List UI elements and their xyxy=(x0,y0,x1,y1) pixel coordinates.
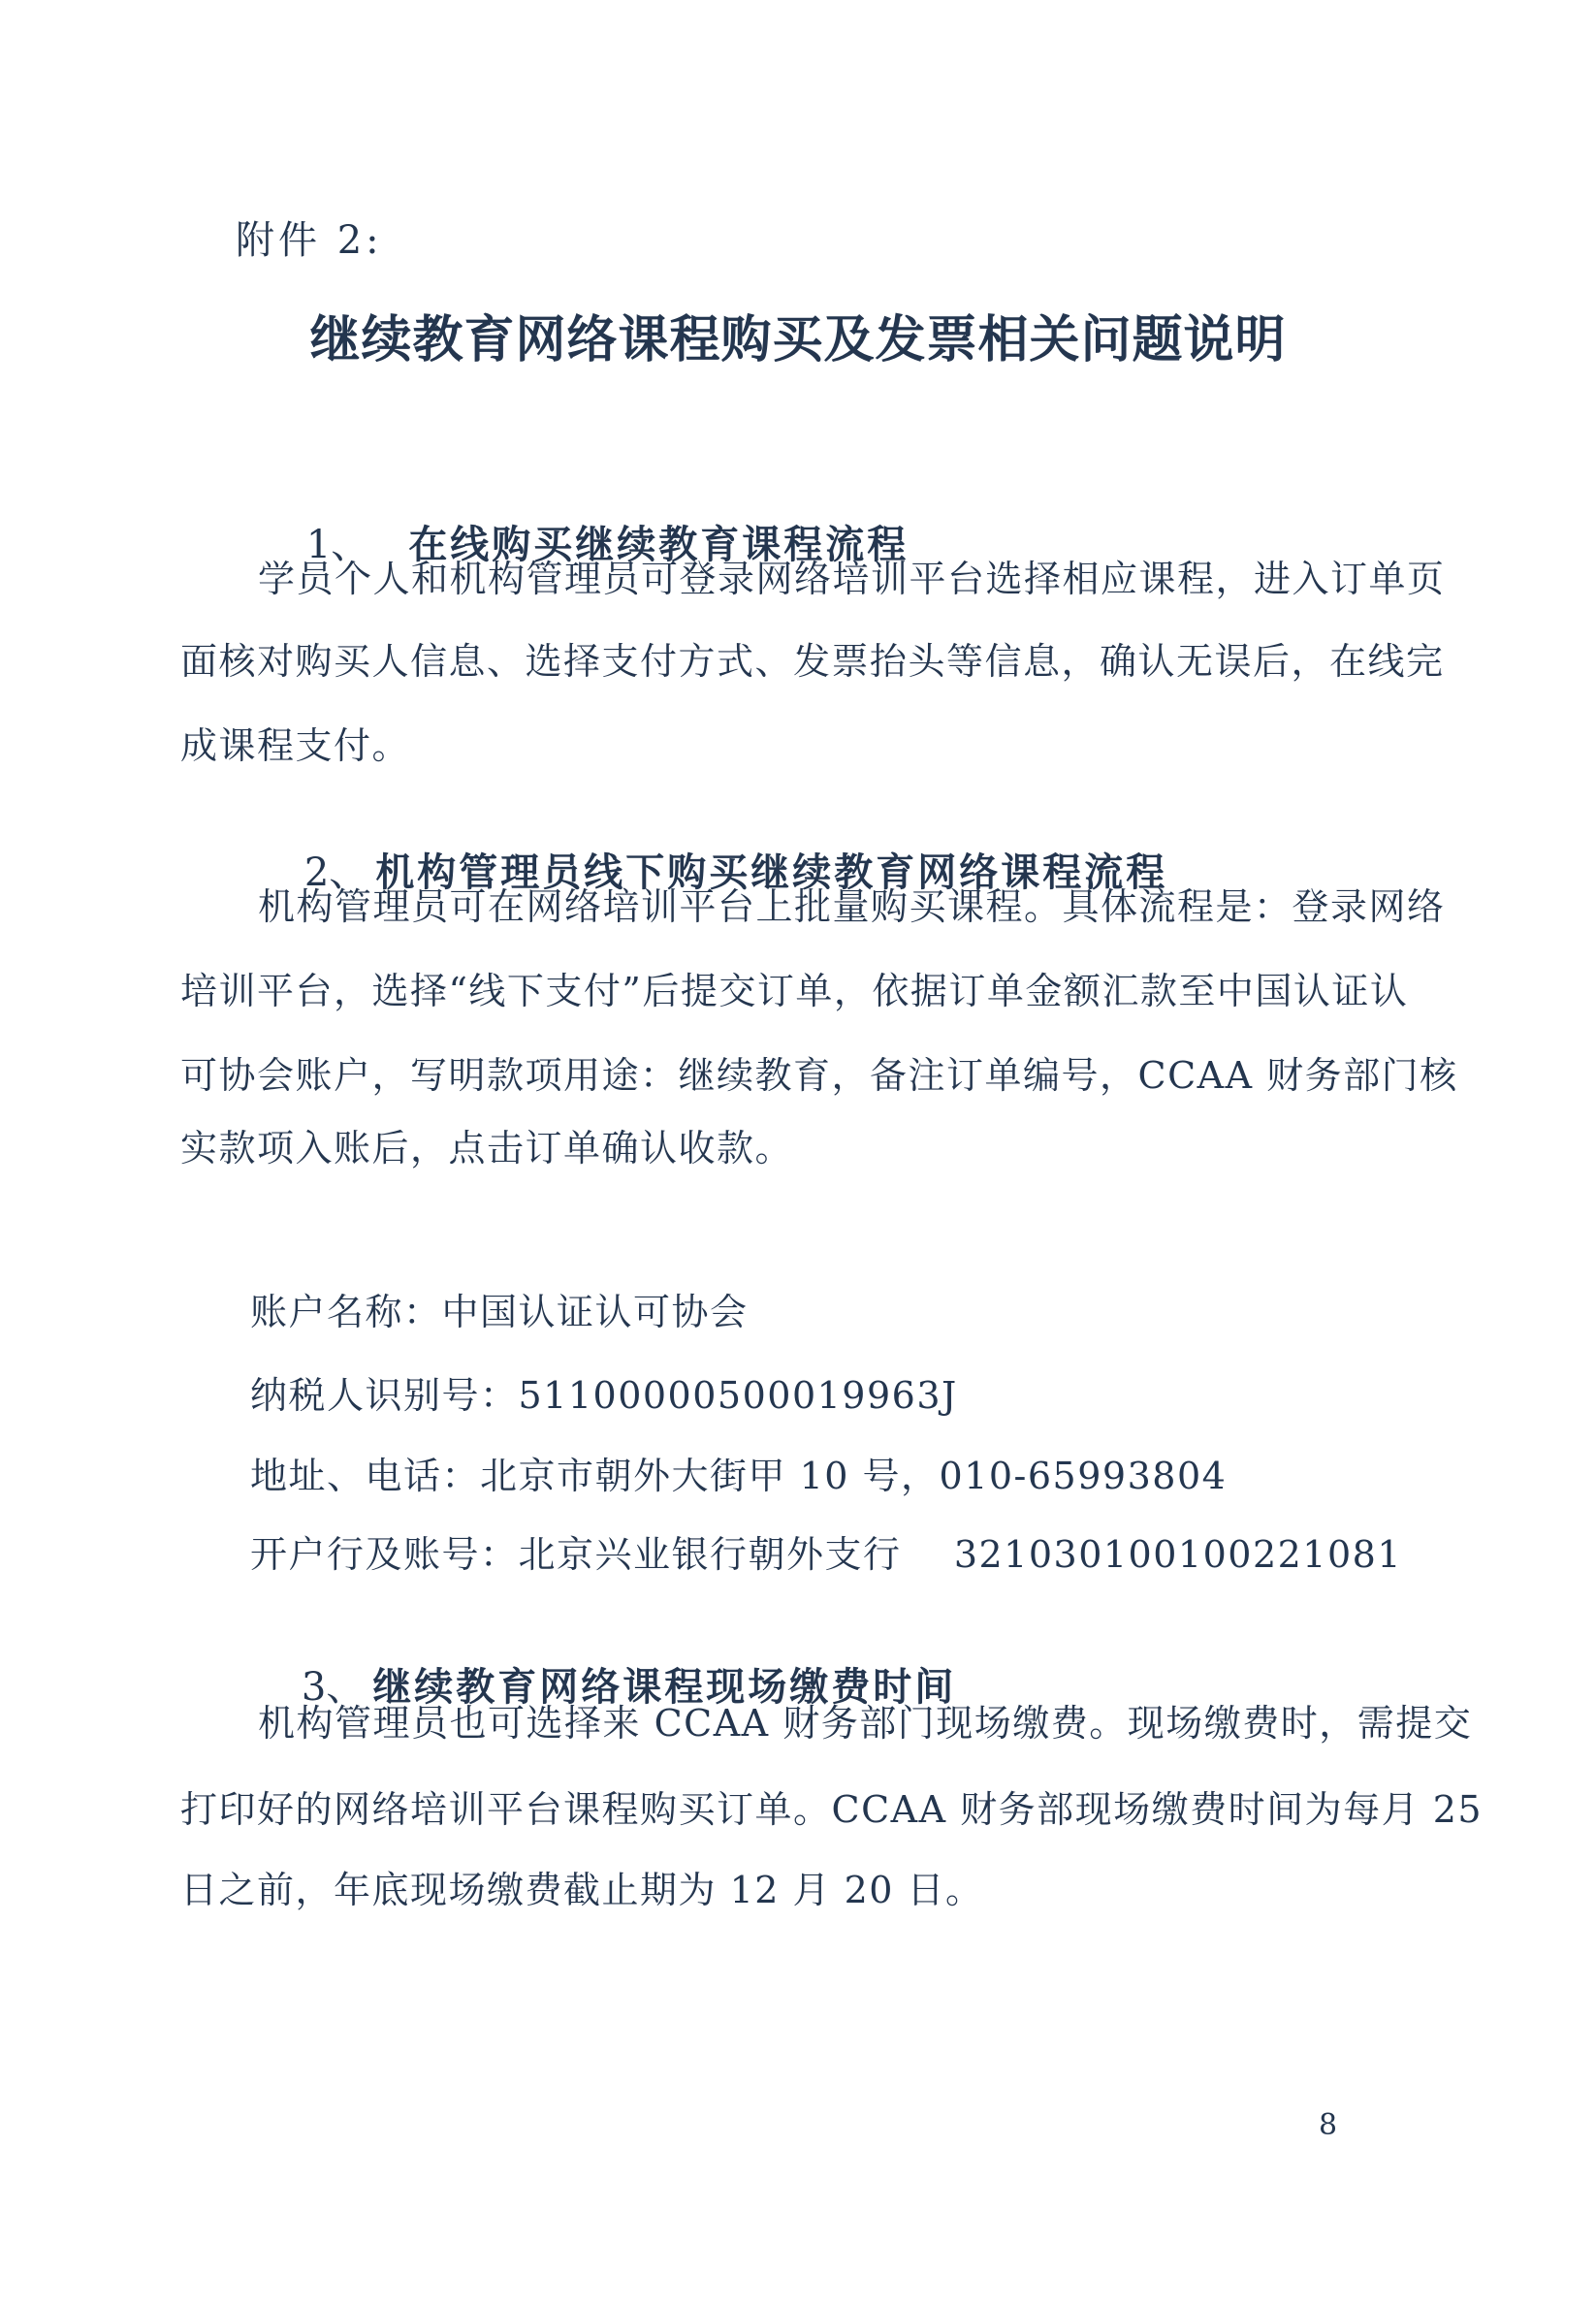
address-phone-line: 地址、电话：北京市朝外大街甲 10 号，010-65993804 xyxy=(250,1455,1228,1497)
section-3-title: 继续教育网络课程现场缴费时间 xyxy=(372,1664,957,1710)
section-2-paragraph-line: 实款项入账后，点击订单确认收款。 xyxy=(180,1127,794,1170)
section-2-paragraph-line: 机构管理员可在网络培训平台上批量购买课程。具体流程是：登录网络 xyxy=(258,885,1446,928)
section-2-paragraph-line: 培训平台，选择“线下支付”后提交订单，依据订单金额汇款至中国认证认 xyxy=(180,970,1409,1012)
section-1-number: 1、 xyxy=(305,523,370,567)
section-1-title: 在线购买继续教育课程流程 xyxy=(408,522,910,567)
section-2-paragraph-line: 可协会账户，写明款项用途：继续教育，备注订单编号，CCAA 财务部门核 xyxy=(180,1054,1458,1097)
section-1-paragraph-line: 学员个人和机构管理员可登录网络培训平台选择相应课程，进入订单页 xyxy=(258,558,1446,600)
section-2-title: 机构管理员线下购买继续教育网络课程流程 xyxy=(375,849,1168,895)
bank-account-line: 开户行及账号：北京兴业银行朝外支行 321030100100221081 xyxy=(250,1533,1402,1576)
taxpayer-id-line: 纳税人识别号：51100000500019963J xyxy=(250,1374,958,1417)
section-1-paragraph-line: 成课程支付。 xyxy=(180,724,411,767)
page-number: 8 xyxy=(1319,2108,1338,2142)
section-1-paragraph-line: 面核对购买人信息、选择支付方式、发票抬头等信息，确认无误后，在线完 xyxy=(180,640,1445,683)
section-3-paragraph-line: 日之前，年底现场缴费截止期为 12 月 20 日。 xyxy=(180,1869,984,1911)
section-3-paragraph-line: 打印好的网络培训平台课程购买订单。CCAA 财务部现场缴费时间为每月 25 xyxy=(180,1788,1484,1831)
section-3-paragraph-line: 机构管理员也可选择来 CCAA 财务部门现场缴费。现场缴费时，需提交 xyxy=(258,1702,1473,1745)
page-title: 继续教育网络课程购买及发票相关问题说明 xyxy=(309,310,1287,369)
attachment-label: 附件 2: xyxy=(236,218,383,263)
account-name-line: 账户名称：中国认证认可协会 xyxy=(250,1291,749,1333)
section-3-number: 3、 xyxy=(301,1665,366,1710)
section-2-number: 2、 xyxy=(303,850,368,895)
